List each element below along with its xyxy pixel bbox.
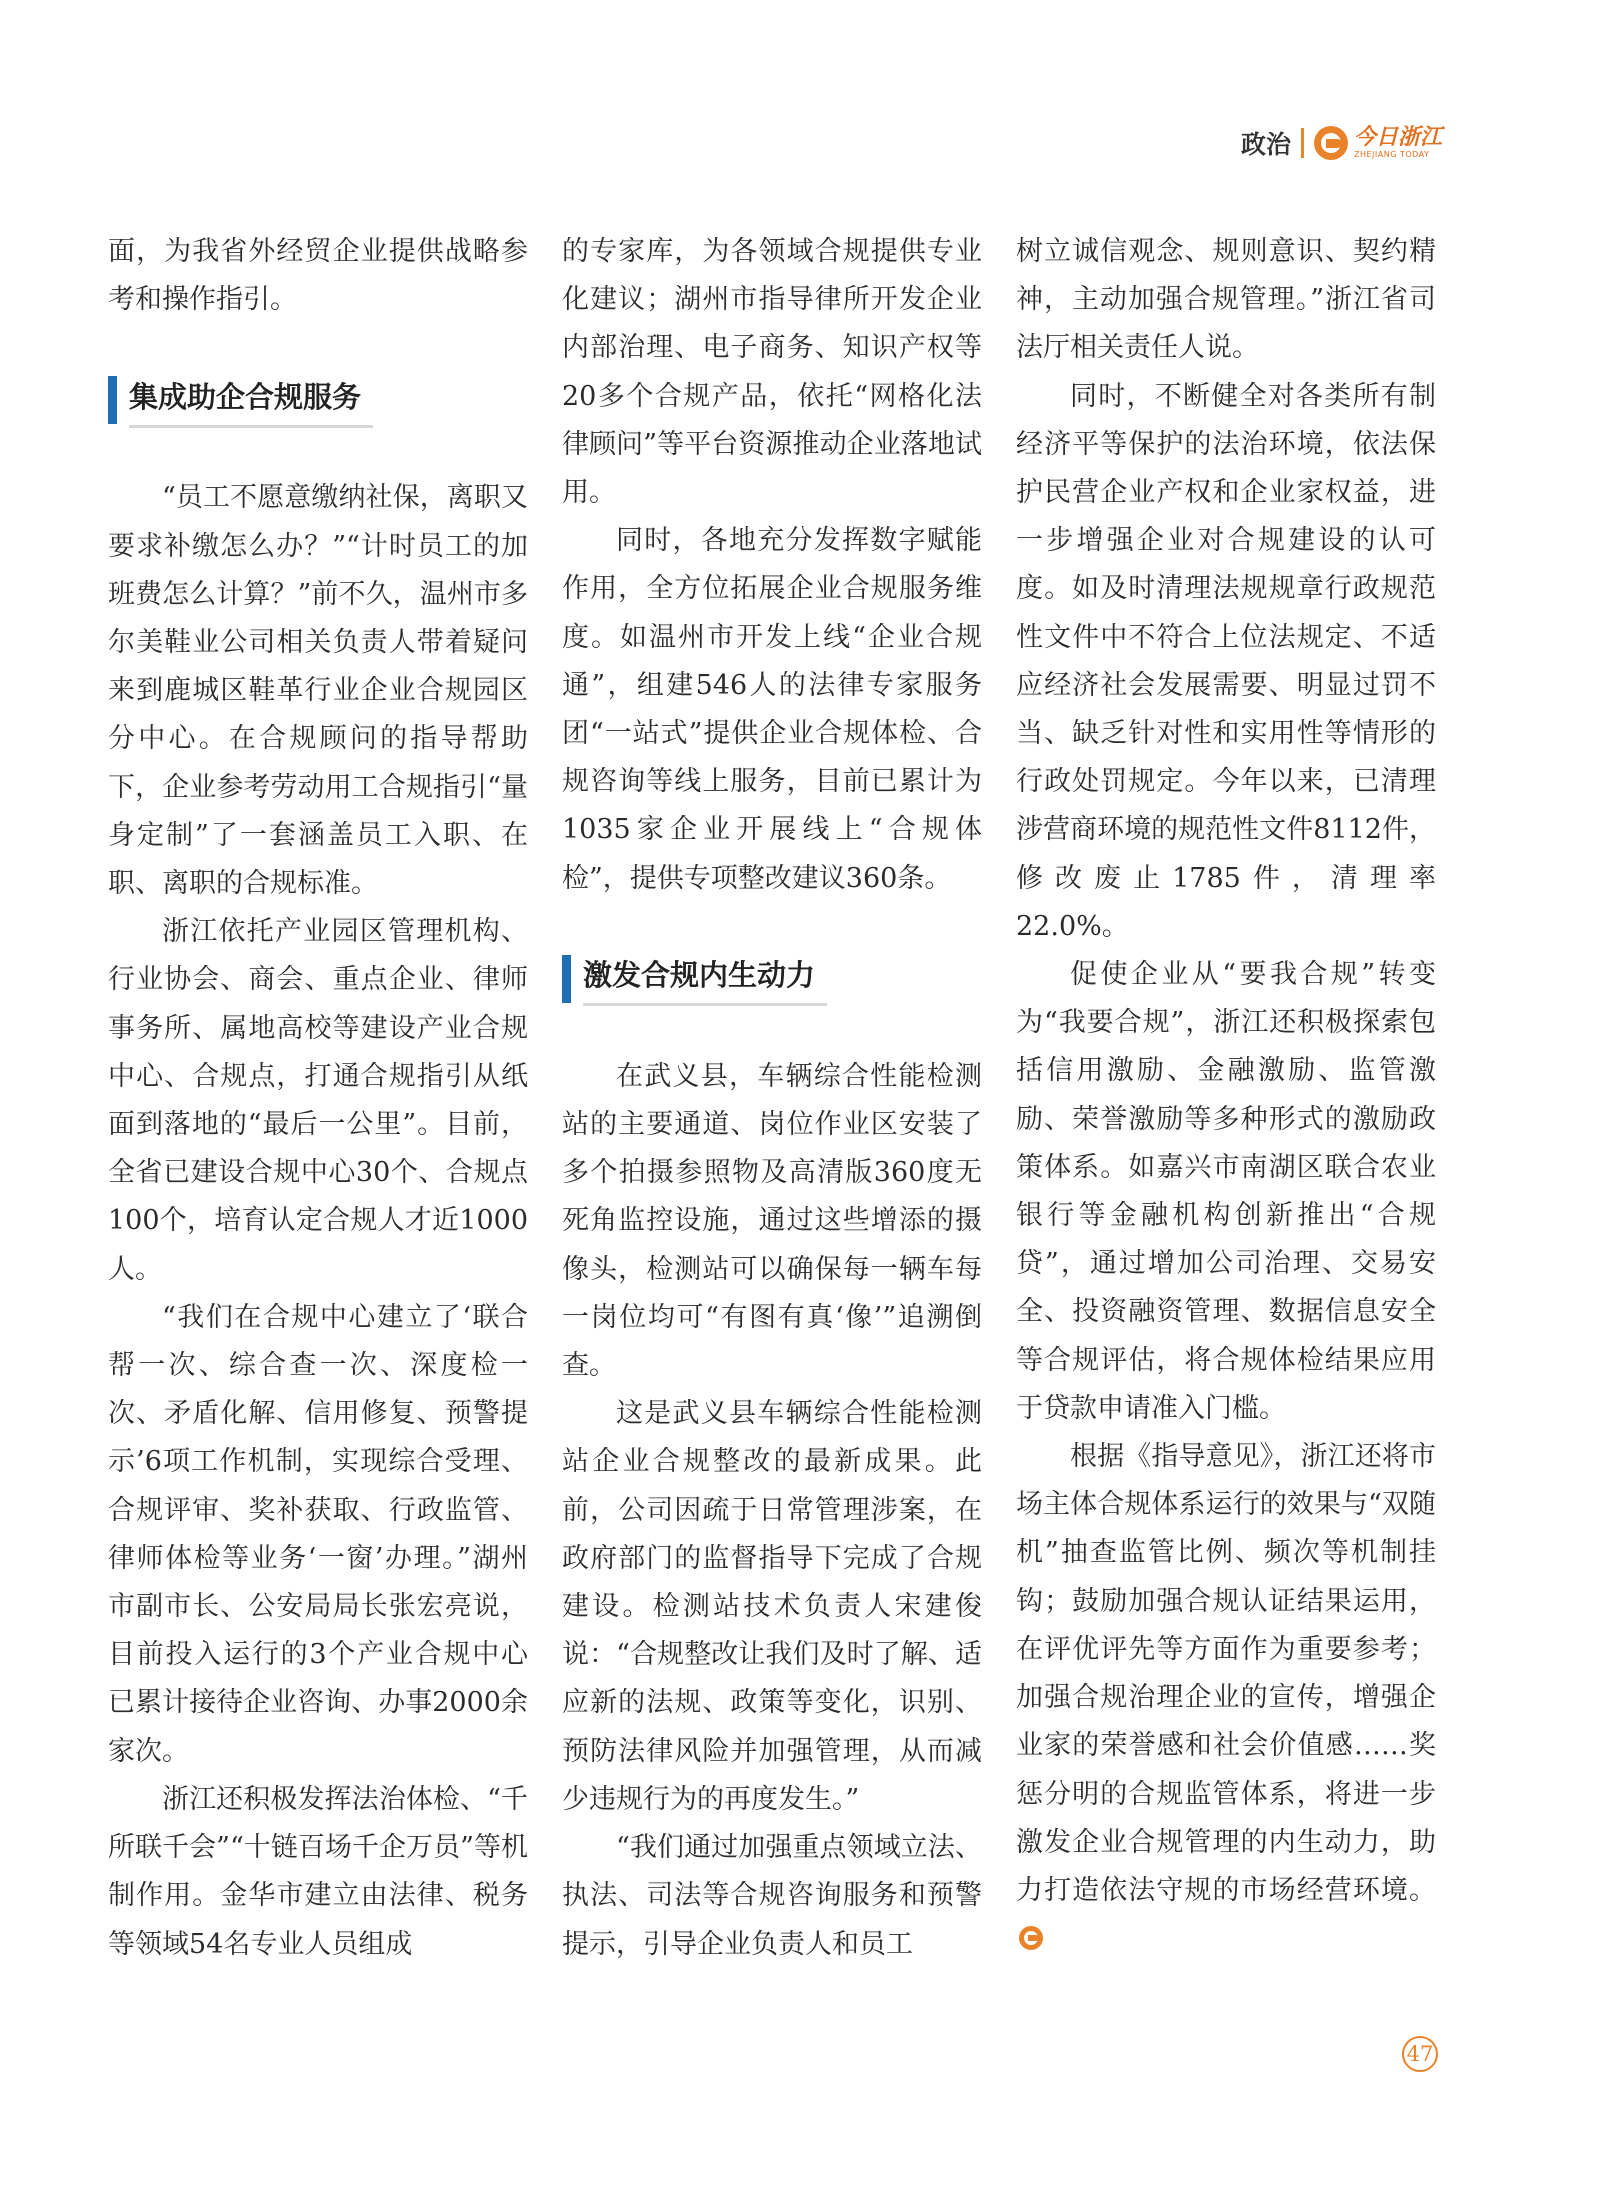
brand-logo-icon	[1314, 126, 1348, 160]
paragraph-text: 根据《指导意见》，浙江还将市场主体合规体系运行的效果与“双随机”抽查监管比例、频次等机制挂钩；鼓励加强合规认证结果运用，在评优评先等方面作为重要参考；加强合规治理企业的宣传，增强企业家的荣誉感和社会价值感……奖惩分明的合规监管体系，将进一步激发企业合规管理的内生动力，助力打造依法守规的市场经营环境。	[1016, 1441, 1436, 1906]
paragraph: 在武义县，车辆综合性能检测站的主要通道、岗位作业区安装了多个拍摄参照物及高清版360度无死角监控设施，通过这些增添的摄像头，检测站可以确保每一辆车每一岗位均可“有图有真‘像’”追溯倒查。	[562, 1060, 982, 1382]
paragraph: 浙江还积极发挥法治体检、“千所联千会”“十链百场千企万员”等机制作用。金华市建立由法律、税务等领域54名专业人员组成	[108, 1783, 528, 1960]
paragraph: 同时，不断健全对各类所有制经济平等保护的法治环境，依法保护民营企业产权和企业家权益，进一步增强企业对合规建设的认可度。如及时清理法规规章行政规范性文件中不符合上位法规定、不适应经济社会发展需要、明显过罚不当、缺乏针对性和实用性等情形的行政处罚规定。今年以来，已清理涉营商环境的规范性文件8112件，修改废止1785件，清理率22.0%。	[1016, 380, 1436, 942]
paragraph: “我们在合规中心建立了‘联合帮一次、综合查一次、深度检一次、矛盾化解、信用修复、预警提示’6项工作机制，实现综合受理、合规评审、奖补获取、行政监管、律师体检等业务‘一窗’办理。”湖州市副市长、公安局局长张宏亮说，目前投入运行的3个产业合规中心已累计接待企业咨询、办事2000余家次。	[108, 1301, 528, 1767]
section-heading-2	[562, 951, 982, 1007]
paragraph: 树立诚信观念、规则意识、契约精神，主动加强合规管理。”浙江省司法厅相关责任人说。	[1016, 236, 1436, 364]
paragraph: “员工不愿意缴纳社保，离职又要求补缴怎么办？”“计时员工的加班费怎么计算？”前不久，温州市多尔美鞋业公司相关负责人带着疑问来到鹿城区鞋革行业企业合规园区分中心。在合规顾问的指导帮助下，企业参考劳动用工合规指引“量身定制”了一套涵盖员工入职、在职、离职的合规标准。	[108, 482, 528, 900]
section-name: 政治	[1240, 130, 1291, 159]
column-3	[1016, 228, 1436, 1963]
paragraph: 这是武义县车辆综合性能检测站企业合规整改的最新成果。此前，公司因疏于日常管理涉案，在政府部门的监督指导下完成了合规建设。检测站技术负责人宋建俊说：“合规整改让我们及时了解、适应新的法规、政策等变化，识别、预防法律风险并加强管理，从而减少违规行为的再度发生。”	[562, 1398, 982, 1815]
paragraph: 浙江依托产业园区管理机构、行业协会、商会、重点企业、律师事务所、属地高校等建设产业合规中心、合规点，打通合规指引从纸面到落地的“最后一公里”。目前，全省已建设合规中心30个、合规点100个，培育认定合规人才近1000人。	[108, 916, 528, 1285]
section-heading-1	[108, 372, 528, 428]
heading-accent-bar	[108, 376, 117, 424]
heading-accent-bar	[562, 955, 571, 1003]
column-1	[108, 228, 528, 1969]
brand-name-en: ZHEJIANG TODAY	[1353, 150, 1430, 159]
paragraph	[1016, 1433, 1436, 1963]
header-divider	[1301, 128, 1304, 158]
heading-text: 集成助企合规服务	[129, 373, 373, 428]
paragraph: 促使企业从“要我合规”转变为“我要合规”，浙江还积极探索包括信用激励、金融激励、监管激励、荣誉激励等多种形式的激励政策体系。如嘉兴市南湖区联合农业银行等金融机构创新推出“合规贷”，通过增加公司治理、交易安全、投资融资管理、数据信息安全等合规评估，将合规体检结果应用于贷款申请准入门槛。	[1016, 959, 1436, 1424]
page-header	[1241, 118, 1442, 168]
paragraph: 面，为我省外经贸企业提供战略参考和操作指引。	[108, 236, 528, 316]
page-number: 47	[1402, 2036, 1438, 2072]
column-2	[562, 228, 982, 1969]
paragraph: 同时，各地充分发挥数字赋能作用，全方位拓展企业合规服务维度。如温州市开发上线“企业合规通”，组建546人的法律专家服务团“一站式”提供企业合规体检、合规咨询等线上服务，目前已累计为1035家企业开展线上“合规体检”，提供专项整改建议360条。	[562, 525, 982, 894]
heading-text: 激发合规内生动力	[583, 951, 827, 1006]
paragraph: “我们通过加强重点领域立法、执法、司法等合规咨询服务和预警提示，引导企业负责人和员工	[562, 1832, 982, 1960]
article-end-icon	[1019, 1926, 1043, 1950]
paragraph: 的专家库，为各领域合规提供专业化建议；湖州市指导律所开发企业内部治理、电子商务、知识产权等20多个合规产品，依托“网格化法律顾问”等平台资源推动企业落地试用。	[562, 236, 982, 509]
brand-logo	[1314, 126, 1442, 160]
brand-name: 今日浙江	[1353, 125, 1442, 150]
